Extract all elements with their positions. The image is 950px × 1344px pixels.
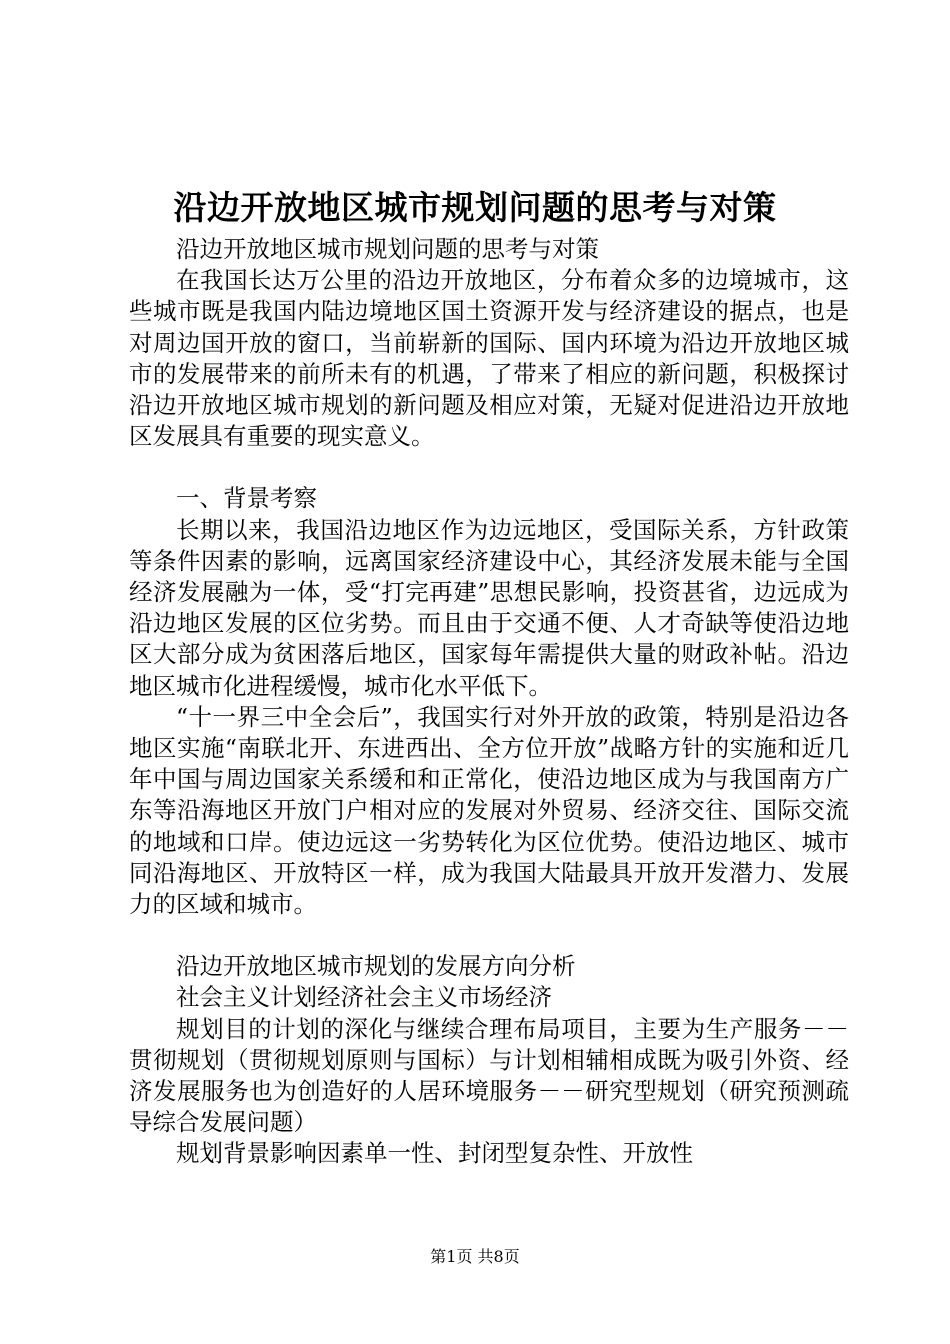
paragraph-gap <box>129 920 849 951</box>
intro-paragraph: 在我国长达万公里的沿边开放地区，分布着众多的边境城市，这些城市既是我国内陆边境地区国土资源开发与经济建设的据点，也是对周边国开放的窗口，当前崭新的国际、国内环境为沿边开放地区城市的发展带来的前所未有的机遇，了带来了相应的新问题，积极探讨沿边开放地区城市规划的新问题及相应对策，无疑对促进沿边开放地区发展具有重要的现实意义。 <box>129 266 849 451</box>
document-body <box>129 234 849 1170</box>
background-paragraph-1: 长期以来，我国沿边地区作为边远地区，受国际关系，方针政策等条件因素的影响，远离国家经济建设中心，其经济发展未能与全国经济发展融为一体，受“打完再建”思想民影响，投资甚省，边远成为沿边地区发展的区位劣势。而且由于交通不便、人才奇缺等使沿边地区大部分成为贫困落后地区，国家每年需提供大量的财政补帖。沿边地区城市化进程缓慢，城市化水平低下。 <box>129 515 849 700</box>
subtitle-paragraph: 沿边开放地区城市规划问题的思考与对策 <box>176 235 599 263</box>
page-footer: 第1页 共8页 <box>430 1247 520 1266</box>
paragraph-gap <box>129 452 849 483</box>
comparison-header: 社会主义计划经济社会主义市场经济 <box>176 983 552 1012</box>
section-heading-background: 一、背景考察 <box>176 484 317 513</box>
comparison-row-purpose: 规划目的计划的深化与继续合理布局项目，主要为生产服务－－贯彻规划（贯彻规划原则与国标）与计划相辅相成既为吸引外资、经济发展服务也为创造好的人居环境服务－－研究型规划（研究预测疏导综合发展问题） <box>129 1014 849 1137</box>
section-heading-direction: 沿边开放地区城市规划的发展方向分析 <box>176 952 576 981</box>
comparison-row-background: 规划背景影响因素单一性、封闭型复杂性、开放性 <box>176 1139 693 1168</box>
document-title: 沿边开放地区城市规划问题的思考与对策 <box>173 188 777 227</box>
background-paragraph-2: “十一界三中全会后”，我国实行对外开放的政策，特别是沿边各地区实施“南联北开、东进西出、全方位开放”战略方针的实施和近几年中国与周边国家关系缓和和正常化，使沿边地区成为与我国南方广东等沿海地区开放门户相对应的发展对外贸易、经济交往、国际交流的地域和口岸。使边远这一劣势转化为区位优势。使沿边地区、城市同沿海地区、开放特区一样，成为我国大陆最具开放开发潜力、发展力的区域和城市。 <box>129 702 849 919</box>
